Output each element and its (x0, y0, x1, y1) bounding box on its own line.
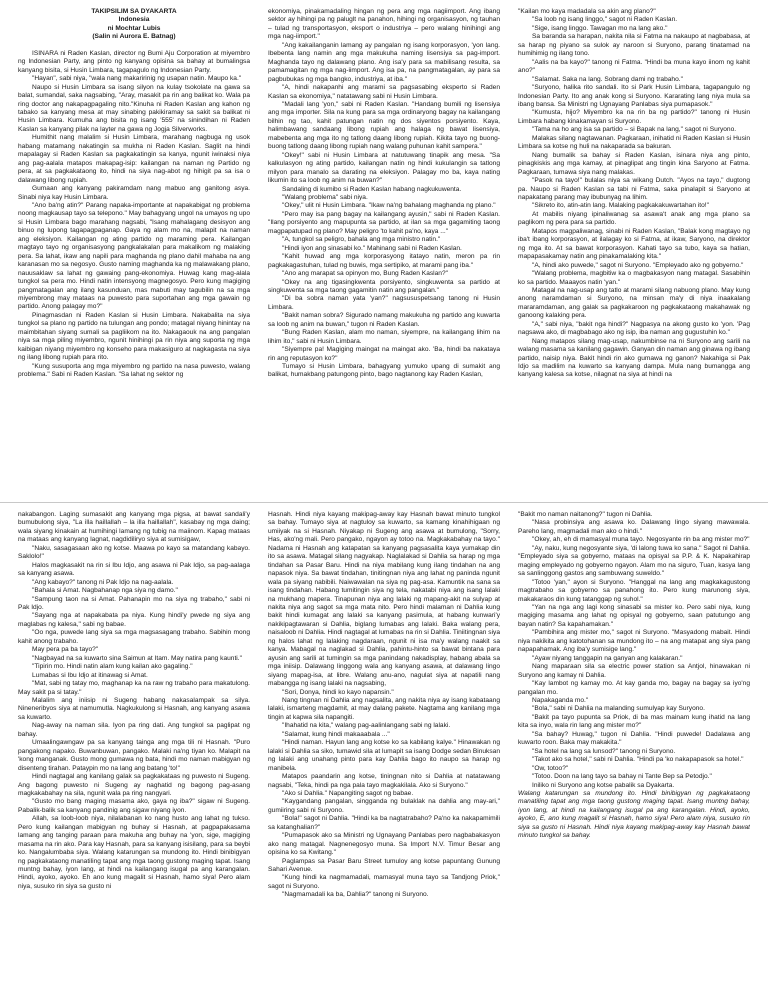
paragraph: At mabilis niyang ipinaliwanag sa asawa't anak ang mga plano sa paglikom ng pera para sa partido. (518, 210, 750, 227)
paragraph: "A, hindi nakapanhi ang marami sa pagsasabing eksperto si Raden Kaslan sa ekonomiya," natatawang sabi ni Husin Limbara. (268, 84, 500, 100)
paragraph: "Kaygandang pangalan, singganda ng bulaklak na dahlia ang may-ari," gumiiring sabi ni Suryono. (268, 798, 500, 814)
paragraph: "Sikreto ito, atin-atin lang. Malaking pagkakakuwartahan ito!" (532, 202, 709, 210)
paragraph: "A," sabi niya, "bakit nga hindi?" Nagpasya na akong gusto ko 'yon. 'Pag nagsawa ako, di magbabago ako ng isip, iba naman ang gugustuhin ko." (518, 320, 750, 337)
paragraph: "Okey na ang tigasingkwenta porsiyento, singkuwenta sa partido at singkuwenta sa mga taong gagamitin natin ang pangalan." (268, 278, 500, 294)
paragraph: "Ang kakailanganin lamang ay pangalan ng isang korporasyon, 'yon lang. Ibebenta lang namin ang mga makukuha naming lisensiya sa pag-import. Maghanda tayo ng dalawang plano. Ang isa'y para sa mabilisang resulta, sa pamamagitan ng mga nag-iimport. Ang isa pa, na pangmatagalan, ay para sa pagbubukas ng mga bangko, industriya, at iba." (268, 41, 500, 83)
paragraph: "Bahala si Amat. Nagbahanap nga siya ng damo." (32, 587, 178, 595)
paragraph: "Naku, sasagasaan ako ng kotse. Maawa po kayo sa matandang kabayo. Saklolo!" (18, 544, 250, 561)
paragraph: Lumabas si Ibu Idjo at itinawag si Amat. (32, 671, 148, 679)
paragraph: Hindi nagtagal ang kanilang galak sa pagkakataas ng puwesto ni Sugeng. Ang bagong puwesto ni Sugeng ay naghatid ng bagong pag-asang magkakabahay na sila, ngunit wala pa ring nangyari. (18, 773, 250, 797)
paragraph: "A, hindi ako puwede," sagot ni Suryono. "Empleyado ako ng gobyerno." (532, 261, 744, 269)
column-1-bottom (18, 511, 250, 1001)
paragraph: "Nasa probinsiya ang asawa ko. Dalawang lingo siyang mawawala. Pareho lang, magmadali man ako o hindi." (518, 519, 750, 535)
paragraph: "Pasok na tayo!" bulalas niya sa wikang Dutch. "Ayos na tayo," dugtong pa. Naupo si Raden Kaslan sa tabi ni Fatma, saka pinalapit si Saryono at napakatang parang may ibubunyag na lihim. (518, 177, 750, 201)
paragraph: "Kung hindi ka nagmamadali, mamasyal muna tayo sa Tandjong Priok," sagot ni Suryono. (268, 874, 500, 890)
paragraph: "Bola," sabi ni Dahlia na malanding sumulyap kay Suryono. (532, 705, 705, 713)
paragraph: ISINARA ni Raden Kaslan, director ng Bumi Aju Corporation at miyembro ng Indonesian Party, ang pinto ng kanyang opisina sa bahay at bumalingsa kanyang bisita, si Husin Limbara, tagapagulo ng Indonesian Party. (18, 49, 250, 74)
page-bottom (0, 503, 768, 1006)
paragraph: Naupo si Husin Limbara sa isang silyon na kulay tsokolate na gawa sa balat, sumandal, saka nagsabing, "Aray, masakit pa rin ang balikat ko. Wala pa ring doctor ang nakapagpagaling nito."Kinuha ni Raden Kaslan ang kahon ng tabako sa kanyang mesa at may sinabing pakikiramay sa sakit sa balikat ni Husin Limbara. Kumuha ang bisita ng isang '555' na sinindihan ni Raden Kaslan sa kanyang pilak na layter na gawa ng Jogja Silverworks. (18, 83, 250, 133)
story-title: TAKIPSILIM SA DYAKARTA (91, 8, 177, 15)
paragraph: "Salamat, kung hindi makaaabala ..." (282, 730, 390, 738)
column-2-bottom (268, 511, 500, 1001)
paragraph: "Kailan mo kaya madadala sa akin ang plano?" (518, 8, 656, 15)
paragraph: "Walang problema, magbitiw ka o magbakasyon nang matagal. Sasabihin ko sa partido. Maaayos natin 'yan." (518, 270, 750, 286)
paragraph: Halos magkasakit na rin si Ibu Idjo, ang asawa ni Pak Idjo, sa pag-aalaga sa kanyang asawa. (18, 561, 250, 578)
paragraph: "Sige, isang linggo. Tawagan mo na lang ako." (532, 24, 668, 32)
paragraph: "Bakit naman sobra? Sigurado namang makukuha ng partido ang kuwarta sa loob ng anim na buwan," tugon ni Raden Kaslan. (268, 312, 500, 328)
paragraph: Pinagmasdan ni Raden Kaslan si Husin Limbara. Nakabalita na siya tungkol sa plano ng partido na tulungan ang pondo; matagal niyang hinintay na maimbitahan siyang sumali sa pagliikom na ito. Nakagaouk na ang pangalan niya sa mga piling miyembro, ngunit hinihingi pa rin niya ang suporta ng mga kaibigan niyang miyembro ng konseho para makasiguro at nagkagasta na siya ng ilang libong rupiah para rito. (18, 311, 250, 362)
paragraph: ekonomiya, pinakamadaling hingan ng pera ang mga nagiimport. Ang ibang sektor ay hihingi pa ng paluglt na panahon, hihingi ng organisasyon, ng tauhan – tulad ng transportasyon, eksport o industriya – pero walang hinihingi ang mga nag-iimport." (268, 8, 500, 41)
paragraph: Umaalingawngaw pa sa kanyang tainga ang mga tili ni Hasnah. "Puro pangakong napako. Buwanbuwan, pangako. Malaki na'ng tiyan ko. Malapit na 'kong manganak. Gusto mong gumawa ng bata, hindi mo naman mabigyan ng disenteng tirahan. Pataypin mo na lang ang batang 'to!" (18, 739, 250, 772)
paragraph: "Ayaw niyang tanggapin na ganyan ang kalakaran." (532, 654, 683, 662)
paragraph: "Pambihira ang mister mo," sagot ni Suryono. "Masyadong mabait. Hindi niya nakikita ang katotohanan sa mundong ito – na ang matapat ang siya pang napapahamak. Ang iba'y sumisige lang." (518, 629, 750, 654)
paragraph: "Ang kabayo?" tanong ni Pak Idjo na nag-aalala. (32, 578, 174, 586)
paragraph: Tumayo si Husin Limbara, bahagyang yumuko upang di sumakit ang balikat, humakbang patungong pinto, bago nagtanong kay Raden Kaslan, (268, 363, 500, 379)
paragraph: Nag-away na naman sila. Iyon pa ring dati. Ang tungkol sa paglipat ng bahay. (18, 722, 250, 738)
paragraph: "Takot ako sa hotel," sabi ni Dahlia. "Hindi pa 'ko nakapapasok sa hotel." (532, 756, 744, 764)
paragraph: Nang maparaan sila sa electric power station sa Antjol, hinawakan ni Suryono ang kamay ni Dahlia. (518, 663, 750, 679)
paragraph: "Kumusta, hijo? Miyembro ka na rin ba ng partido?" tanong ni Husin Limbara habang kinakamayan si Suryono. (518, 109, 750, 125)
paragraph: "Kay lambot ng kamay mo. At kay ganda mo, bagay na bagay sa iyo'ng pangalan mo. (518, 680, 750, 696)
paragraph: Allah, sa loob-loob niya, nilalabanan ko nang husto ang lahat ng tukso. Pero kung kailangan mabigyan ng buhay si Hasnah, at pagpapakasama lamang ang tanging paraan para makuha ang buhay na 'yon, sige, magiging masama na rin ako. Para kay Hasnah, para sa kanyang isisilang, para sa beybi ko. Nangalumbaba siya. Walang katarungan sa mundong ito. Hindi binibigyan ng pagkakataong manatiling tapat ang mga taong gustong maging tapat. Isang muntng bahay, iyon lang, at hindi na kailangang isugal pa ang karangalan. Hindi, ayoko, ayoko. Eh ano kung magalit si Hasnah, hamo siya! Pero alam niya, susuko rin siya sa gusto ni (18, 815, 250, 890)
paragraph: "Ay, naku, kung negosyante siya, 'di lalong tuwa ko sana." Sagot ni Dahlia. "Empleyado siya sa gobyerno, mataas na opisyal sa P.P. & K. Napakahirap maging empleyado ng gobyerno ngayon. Alam mo na siguro, Tuan, kasya lang sa sanlinggong gastos ang sambuwang suweldo." (518, 544, 750, 578)
paragraph: "Okey!" sabi ni Husin Limbara at natutuwang tinapik ang mesa. "Sa kalkulasyon ng ating partido, kailangan natin ng hindi kukulangin sa tatlong milyon para manalo sa darating na eleksiyon. Palagay mo ba, kaya nating likumin ito sa loob ng anim na buwan?" (268, 151, 500, 185)
paragraph: Matapos magpaliwanag, sinabi ni Raden Kaslan, "Balak kong magtayo ng iba't ibang korporasyon, at ilalagay ko si Fatma, at ikaw, Saryono, na direktor ng mga ito. At sa bawat korporasyon. Kahati tayo sa tubo, kaya sa hatian, mapapasakamay natin ang pinakamalaking kita." (518, 227, 750, 261)
paragraph: Malakas silang nagtawanan. Pagkaraan, inihatid ni Raden Kaslan si Husin Limbara sa kotse ng huli na nakaparada sa bakuran. (518, 134, 750, 151)
paragraph: "Kung susuporta ang mga miyembro ng partido na nasa puwesto, walang problema." Sabi ni Raden Kaslan. "Sa lahat ng sektor ng (18, 362, 250, 379)
paragraph: "Di ba sobra naman yata 'yan?" nagsususpetsang tanong ni Husin Limbara. (268, 295, 500, 311)
paragraph: "Pumapasok ako sa Ministri ng Ugnayang Panlabas pero nagbabakasyon ako nang matagal. Nagnenegosyo muna. Sa Import N.V. Timur Besar ang opisina ko sa Kwitang." (268, 832, 500, 857)
paragraph: "Bola!" sagot ni Dahlia. "Hindi ka ba nagtatrabaho? Pa'no ka nakapamimili sa katanghalian?" (268, 815, 500, 831)
paragraph: "Aalis na ba kayo?" tanong ni Fatma. "Hindi ba muna kayo iinom ng kahit ano?" (518, 58, 750, 75)
paragraph: "Sori, Donya, hindi ko kayo napansin." (282, 688, 394, 696)
paragraph: "Sayang nga at napakabata pa niya. Kung hindi'y pwede ng siya ang maglabas ng kalesa," sabi ng babae. (18, 612, 250, 628)
paragraph: "Hindi iyon ang sinasabi ko." Mahinang sabi ni Raden Kaslan. (282, 244, 462, 252)
paragraph: "Bakit pa tayo pupunta sa Priok, di ba mas mainam kung ihatid na lang kita sa inyo, wala rin lang ang mister mo?" (518, 713, 750, 730)
paragraph: "Suryono, halika rito sandali. Ito si Park Husin Limbara, tagapangulo ng Indonesian Party. Ito ang anak kong si Suryono. Kararating lang niya mula sa ibang bansa. Sa Ministri ng Ugnayang Panlabas siya pumapasok." (518, 84, 750, 108)
paragraph: Gumaan ang kanyang pakiramdam nang mabuo ang ganitong asya. Sinabi niya kay Husin Limbara. (18, 185, 250, 201)
paragraph: "Siyempre pa! Magiging maingat na maingat ako. 'Ba, hindi ba nakataya rin ang reputasyon ko?" (268, 346, 500, 362)
paragraph: Walang katarungan sa mundong ito. Hindi binibigyan ng pagkakataong manatiling tapat ang mga taong gustong maging tapat. Isang muntng bahay, iyon lang, at hindi na kailangang isugal pa ang karangalan. Hindi, ayoko, ayoko, E, ano kung magalit si Hasnah, hamo siya! Pero alam niya, susuko rin siya sa gusto ni Hasnah. Hindi niya kayang makipag-away kay Hasnah bawat minuto tungkol sa bahay. (518, 789, 750, 840)
paragraph: "Totoo. Doon na lang tayo sa bahay ni Tante Bep sa Petodjo." (532, 773, 712, 781)
paragraph: "Sampung taon na si Amat. Pahanapin mo na siya ng trabaho," sabi ni Pak Idjo. (18, 595, 250, 611)
page-top (0, 0, 768, 502)
paragraph: "Mat, sabi ng tatay mo, maghanap ka na raw ng trabaho para makatulong. May sakit pa si tatay." (18, 680, 250, 696)
paragraph: "Hindi naman. Hayun lang ang kotse ko sa kabilang kalye." Hinawakan ng lalaki si Dahlia sa siko, tumawid sila at lumapit sa isang Dodge sedan Binuksan ng lalaki ang unahang pinto para kay Dahlia bago ito naupo sa harap ng manibela. (268, 739, 500, 772)
paragraph: "Kahit huwad ang mga korporasyong itatayo natin, meron pa rin pagkakagastuhan, tulad ng buwis, mga sertipiko, at marami pang iba." (268, 253, 500, 269)
paragraph: Iniliko ni Suryono ang kotse pabalik sa Dyakarta. (532, 781, 675, 789)
paragraph: "Ow, totoo?" (532, 764, 569, 772)
paragraph: "Pero may isa pang bagay na kailangang ayusin," sabi ni Raden Kaslan. "Ilang porsiyento ang mapupunta sa partido, at ilan sa mga gagamiting taong magpapatupad ng plano? May peligro 'to kahit pa'no, kaya ..." (268, 210, 500, 235)
paragraph: "Ano ba'ng atin?" Parang napaka-importante at napakabigat ng problema noong magkausap tayo sa telepono." May bahagyang ungol na umayos ng upo si Husin Limbara bago marahang nagsabi, "Isang mahalagang desisyon ang binuo ng lupong tagapagpaganap. Gaya ng alam mo na, malapit na naman ang eleksiyon. Kailangan ng ating partido ng maraming pera. Kailangan magtayo tayo ng organisasyong pangkalakalan para makalikom ng malaking pera. Sa lahat, ikaw ang napili para maghanda ng plano dahil mahaba na ang karanasan mo sa negosyo. Gusto naming maghanda ka ng malawakang plano, nauusaklaw sa lahat ng gawaing pang-ekonomiya. Huwag kang mag-alala tungkol sa pera mo. Hindi natin intensyong magnegosyo. Pero kung magiging pangmatagalan ang ilang kasunduan, mas mabuti may tagubilin na sa mga miyembrong may mataas na puwesto para suportahan ang mga gawain ng partido. Anong palagay mo?" (18, 201, 250, 311)
column-3-top (518, 8, 750, 498)
column-1-top (18, 8, 250, 498)
paragraph: Napakaganda mo." (532, 696, 589, 704)
paragraph: "Madali lang 'yon," sabi ni Raden Kaslan. "Handang bumili ng lisensiya ang mga importer. Sila na kung para sa mga ordinaryong bagay na kailangang bilhin ng tao, kahit patungan natin ng dos siyentos porsiyento. Kaya, halimbawang sandaang libong rupiah ang halaga ng bawat lisensiya, mabebenta ang mga ito ng tatlong daang libong rupiah. Kikita tayo ng buong-buong tatlong daang libong rupiah nang walang puhunan kahit sampera." (268, 100, 500, 151)
paragraph: nakabangon. Laging sumasakit ang kanyang mga pigsa, at bawat sandali'y bumubulong siya, "La illa haillallah – la illa haillallah", kasabay ng mga daing; wala siyang kinakain at humihingi lamang ng tubig na maiinom. Kapag mataas na mataas ang kanyang lagnat, nagdidiliryo siya at sumisigaw, (18, 511, 250, 544)
column-2-top (268, 8, 500, 498)
paragraph: Nang bumalik sa bahay si Raden Kaslan, isinara niya ang pinto, pinagkiskis ang mga kamay, at pinaglipat ang tingin kina Saryono at Fatma. Pagkaraan, tumawa siya nang malakas. (518, 151, 750, 176)
paragraph: "Okey, ah, eh di mamasyal muna tayo. Negosyante rin ba ang mister mo?" (532, 536, 750, 544)
story-translator: (Salin ni Aurora E. Batnag) (92, 33, 176, 41)
paragraph: "Gusto mo bang maging masama ako, gaya ng iba?" sigaw ni Sugeng. Pabalik-balik sa kanyang pandinig ang sigaw niyang iyon. (18, 798, 250, 814)
paragraph: "Okey," ulit ni Husin Limbara. "Ikaw na'ng bahalang maghanda ng plano." (282, 202, 496, 210)
paragraph: May pera pa ba tayo?" (32, 646, 99, 654)
paragraph: Hasnah. Hindi niya kayang makipag-away kay Hasnah bawat minuto tungkol sa bahay. Tumayo siya at nagtuloy sa kuwarto, sa kamang kinahihigaan ng umiiyak na si Hasnah. Niyakap ni Sugeng ang asawa at bumulong, "Sorry, Has, ako'ng mali. Pero pangako, ngayon ay totoo na. Magkakabahay na tayo." Nadama ni Hasnah ang katapatan sa kanyang pagsasalita kaya yumakap din ito sa asawa. Matagal silang nagyakap. Naglalakad si Dahlia sa harap ng mga tindahan sa Pasar Baru. Hindi na niya mabilang kung ilang tindahan na ang napasok niya. Sa bawat tindahan, tinitingnan niya ang lahat ng paninda ngunit wala pa siyang nabibili. Naiwawalan na siya ng pag-asa. Kamuntik na sana sa isang tindahan. Habang tumitingin siya ng tela, nakatabi niya ang isang lalaki na mukhang mapera. Tinapunan niya ang lalaki ng mapang-akit na sulyap at nakita niya ang sagot sa mga mata nito. Pero hindi malaman ni Dahlia kung bakit hindi kumagat ang lalaki sa kanyang pasimula, at habang kunwari'y nakikipagtawaran si Dahlia, biglang lumabas ang lalaki. Baka walang pera, naisaloob ni Dahlia. Hindi nagtagal at lumabas na rin si Dahlia. Tiniitingnan siya ng halos lahat ng lalaking nagdaraan, ngunit ni isa ma'y walang naakit sa kanya. Mabagal na naglakad si Dahlia, pahintu-hinto sa bawat bintana para ayusin ang sarili at tumingin sa mga panindang nakadisplay, habang abala sa mga iniisip. Dalawang linggong wala ang kanyang asawa, at dalawang lingo siyang mapag-isa, at libre. Walang anu-ano, nagulat siya at napatili nang mabangga ng isang lalaki na nagsabing, (268, 511, 500, 688)
paragraph: "Ano ang marapat sa opinyon mo, Bung Raden Kaslan?" (282, 270, 448, 278)
paragraph: "Sa bahay? Huwag," tugon ni Dahlia. "Hindi puwede! Dadalawa ang kuwarto roon. Baka may makakita." (518, 730, 750, 747)
paragraph: Nang matapos silang mag-usap, nakumbinse na ni Suryono ang sarili na walang masama sa kanilang gagawin. Ganyan din naman ang ginawa ng ibang partido, naisip niya. Bakit hindi rin ako gumawa ng ganon? Nakahiga si Pak Idjo sa madilim na kuwarto sa kanyang dampa. Mula nang bumangga ang kanyang kalesa sa kotse, nilagnat na siya at hindi na (518, 337, 750, 379)
paragraph: "A, tungkol sa peligro, bahala ang mga ministro natin." (282, 236, 441, 244)
paragraph: "Tipirin mo. Hindi natin alam kung kailan ako gagaling." (32, 663, 193, 671)
paragraph: Sa baranda sa harapan, nakita nila si Fatma na nakaupo at nagbabasa, at sa harap ng piyano sa sulok ay naroon si Suryono, parang tinatamad na humihimig ng ilang tono. (518, 33, 750, 58)
paragraph: "Sa hotel na lang sa lunsod?" tanong ni Suryono. (532, 747, 676, 755)
paragraph: Sandaling di kumibo si Raden Kaslan habang nagkukuwenta. (282, 185, 462, 193)
paragraph: "Hayan", sabi niya, "wala nang makaririnig ng usapan natin. Maupo ka." (32, 75, 242, 83)
paragraph: Paglampas sa Pasar Baru Street tumuloy ang kotse papuntang Gunung Sahari Avenue. (268, 857, 500, 874)
paragraph: "Yan na nga ang lagi kong sinasabi sa mister ko. Pero sabi niya, kung magiging masama ang lahat ng opisyal ng gobyerno, saan patutungo ang bayan natin? Sa kapahamakan." (518, 603, 750, 628)
story-author: ni Mochtar Lubis (107, 24, 161, 32)
story-country: Indonesia (118, 16, 150, 24)
paragraph: "Bakit mo naman naitanong?" tugon ni Dahlia. (518, 511, 653, 518)
paragraph: "Ihahatid na kita," walang pag-aalinlangang sabi ng lalaki. (282, 722, 451, 730)
paragraph: "Tama na ho ang isa sa partido – si Bapak na lang," sagot ni Suryono. (532, 126, 737, 134)
paragraph: "Oo nga, puwede lang siya sa mga magsasagang trabaho. Sabihin mong kahit anong trabaho. (18, 629, 250, 645)
paragraph: Matagal na nag-usap ang tatlo at marami silang nabuong plano. May kung anong naramdaman si Suryono, na minsan ma'y di niya inaakalang mararamdaman, ang galak sa pagkakaroon ng pagkakataong makahawak ng ganoong kalaking pera. (518, 286, 750, 320)
paragraph: "Sa loob ng isang linggo," sagot ni Raden Kaslan. (532, 16, 678, 24)
paragraph: Malalim ang iniisip ni Sugeng habang nakasalampak sa silya. Nineneribyos siya at namumutla. Nagkukulong si Hasnah, ang kanyang asawa sa kuwarto. (18, 696, 250, 721)
paragraph: "Nagmamadali ka ba, Dahlia?" tanong ni Suryono. (282, 891, 429, 899)
paragraph: Nang tingnan ni Dahlia ang nagsalita, ang nakita niya ay isang kabataang lalaki, ismarteng magdamit, at may dalang pakete. Nagtama ang kanilang mga tingin at kapwa sila napangiti. (268, 696, 500, 721)
column-3-bottom (518, 511, 750, 1001)
paragraph: "Nagbayad na sa kuwarto sina Saimun at Itam. May natira pang kaunti." (32, 654, 242, 662)
paragraph: Humithit nang malalim si Husin Limbara, marahang nagbuga ng usok habang matamang nakatingin sa mukha ni Raden Kaslan. Saglit na hindi mapalagay si Raden Kaslan sa pagkakatingin sa kanya, ngunit iwinaksi niya ang pag-aalala matapos makapag-isip: kailangan na naman ng Partido ng pera, at sa pagkakataong ito, hindi na siya nag-abot ng hihigit pa sa isa o dalawang libong rupiah. (18, 134, 250, 184)
paragraph: "Salamat. Saka na lang. Sobrang dami ng trabaho." (532, 75, 683, 83)
paragraph: Matapos paandarin ang kotse, tiningnan nito si Dahlia at natatawang nagsabi, "Teka, hindi pa nga pala tayo magkakilala. Ako si Suryono." (268, 773, 500, 789)
paragraph: "Ako si Dahlia." Napangiting sagot ng babae. (282, 789, 414, 797)
paragraph: "Walang problema" sabi niya. (282, 193, 368, 201)
paragraph: "Totoo 'yan," ayon si Suryono. "Hanggal na lang ang magkakagustong magtrabaho sa gobyerno sa panahong ito. Pero kung marunong siya, makakaraos din kung tatanggap ng suhol." (518, 578, 750, 603)
paragraph: "Bung Raden Kaslan, alam mo naman, siyempre, na kailangang lihim na lihim ito," sabi ni Husin Limbara. (268, 329, 500, 345)
